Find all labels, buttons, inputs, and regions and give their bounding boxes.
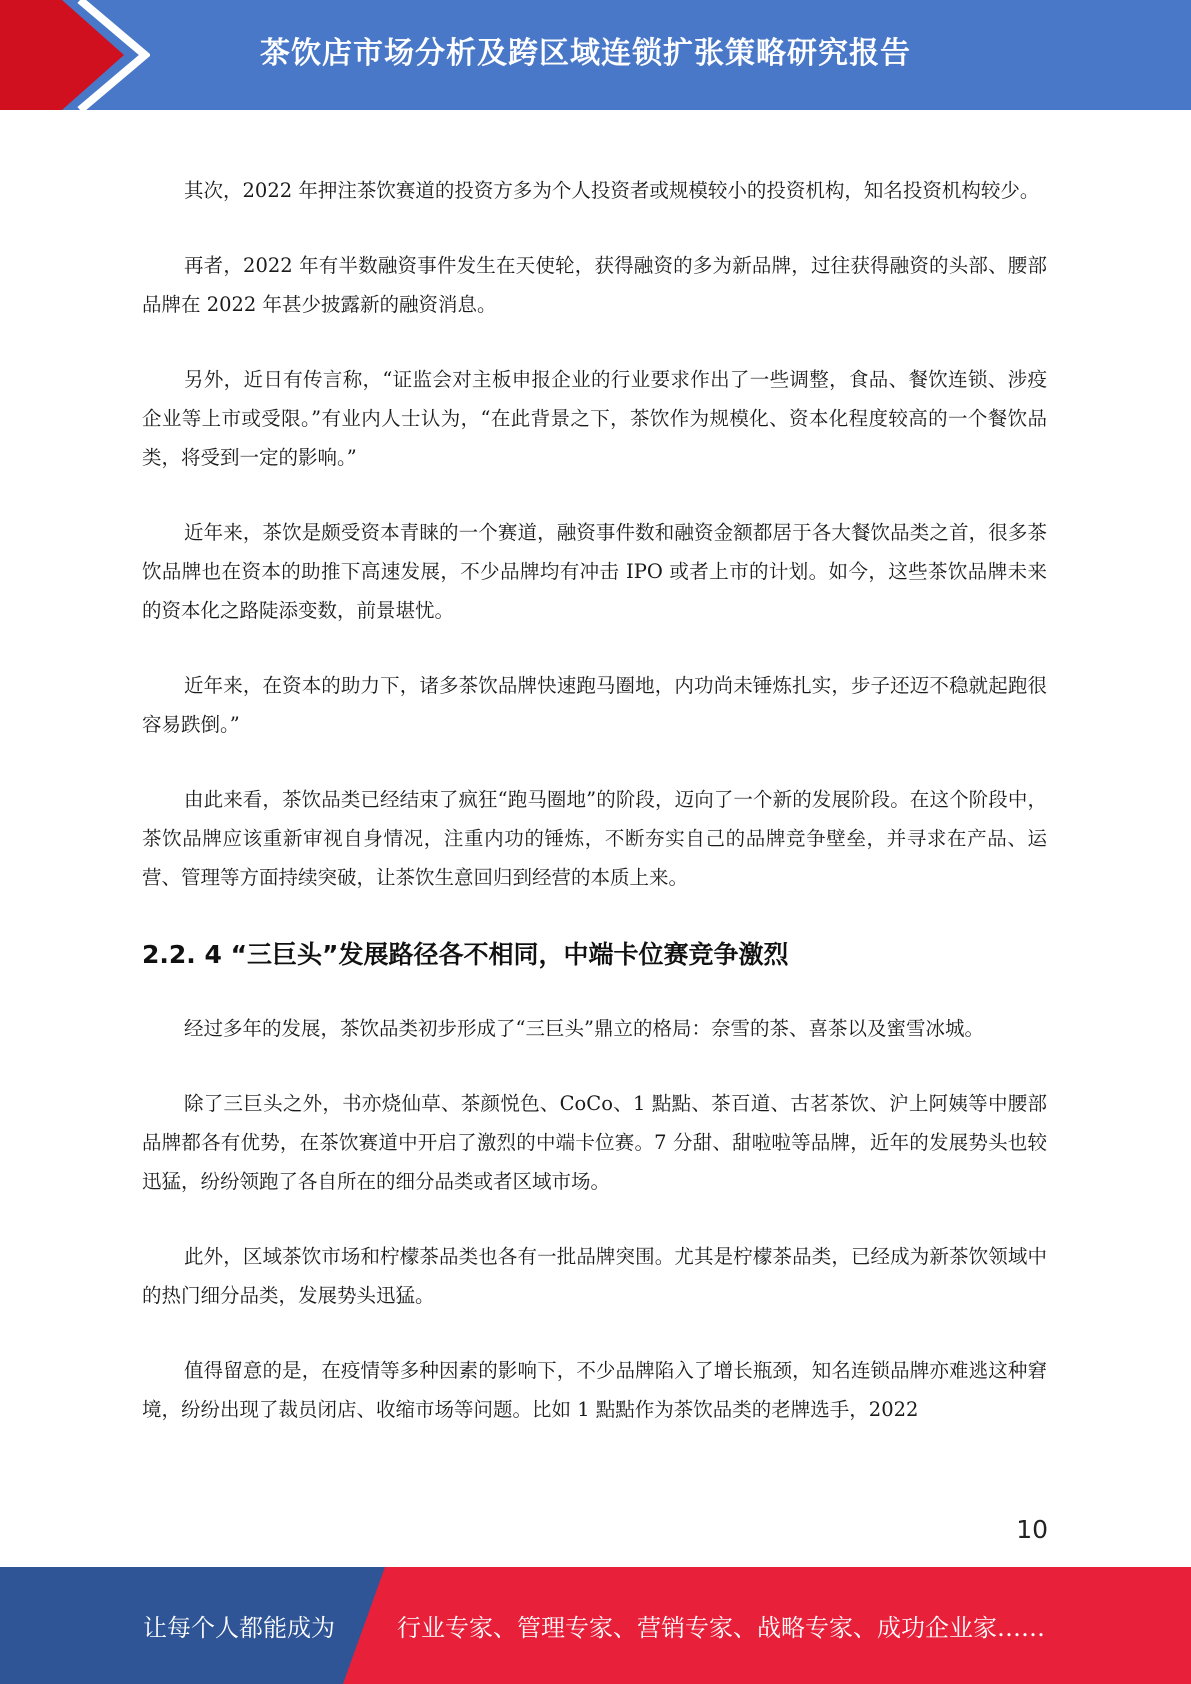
paragraph: 再者，2022 年有半数融资事件发生在天使轮，获得融资的多为新品牌，过往获得融资的头部、腰部品牌在 2022 年甚少披露新的融资消息。 [142, 254, 1047, 316]
paragraph: 由此来看，茶饮品类已经结束了疯狂“跑马圈地”的阶段，迈向了一个新的发展阶段。在这个阶段中，茶饮品牌应该重新审视自身情况，注重内功的锤炼，不断夯实自己的品牌竞争壁垒，并寻求在产品、运营、管理等方面持续突破，让茶饮生意回归到经营的本质上来。 [142, 788, 1047, 889]
footer-slogan-right: 行业专家、管理专家、营销专家、战略专家、成功企业家…… [397, 1614, 1045, 1642]
document-body [142, 171, 1047, 1429]
paragraph: 其次，2022 年押注茶饮赛道的投资方多为个人投资者或规模较小的投资机构，知名投资机构较少。 [184, 179, 1040, 202]
footer-banner [0, 1567, 1191, 1684]
footer-slogan-left: 让每个人都能成为 [143, 1614, 335, 1642]
paragraph: 近年来，茶饮是颇受资本青睐的一个赛道，融资事件数和融资金额都居于各大餐饮品类之首，很多茶饮品牌也在资本的助推下高速发展，不少品牌均有冲击 IPO 或者上市的计划。如今，这些茶饮品牌未来的资本化之路陡添变数，前景堪忧。 [142, 521, 1047, 622]
paragraph: 值得留意的是，在疫情等多种因素的影响下，不少品牌陷入了增长瓶颈，知名连锁品牌亦难逃这种窘境，纷纷出现了裁员闭店、收缩市场等问题。比如 1 點點作为茶饮品类的老牌选手，2022 [142, 1359, 1047, 1421]
paragraph: 经过多年的发展，茶饮品类初步形成了“三巨头”鼎立的格局：奈雪的茶、喜茶以及蜜雪冰城。 [184, 1017, 984, 1040]
header-banner [0, 0, 1191, 110]
paragraph: 近年来，在资本的助力下，诸多茶饮品牌快速跑马圈地，内功尚未锤炼扎实，步子还迈不稳就起跑很容易跌倒。” [142, 674, 1047, 736]
paragraph: 此外，区域茶饮市场和柠檬茶品类也各有一批品牌突围。尤其是柠檬茶品类，已经成为新茶饮领域中的热门细分品类，发展势头迅猛。 [142, 1245, 1047, 1307]
report-title: 茶饮店市场分析及跨区域连锁扩张策略研究报告 [260, 36, 911, 71]
paragraph: 除了三巨头之外，书亦烧仙草、茶颜悦色、CoCo、1 點點、茶百道、古茗茶饮、沪上阿姨等中腰部品牌都各有优势，在茶饮赛道中开启了激烈的中端卡位赛。7 分甜、甜啦啦等品牌，近年的发展势头也较迅猛，纷纷领跑了各自所在的细分品类或者区域市场。 [142, 1092, 1047, 1193]
page-number: 10 [1016, 1515, 1048, 1544]
paragraph: 另外，近日有传言称，“证监会对主板申报企业的行业要求作出了一些调整，食品、餐饮连锁、涉疫企业等上市或受限。”有业内人士认为，“在此背景之下，茶饮作为规模化、资本化程度较高的一个餐饮品类，将受到一定的影响。” [142, 368, 1047, 469]
section-heading: 2.2. 4 “三巨头”发展路径各不相同，中端卡位赛竞争激烈 [142, 940, 789, 969]
header-arrow-decoration [0, 0, 150, 110]
